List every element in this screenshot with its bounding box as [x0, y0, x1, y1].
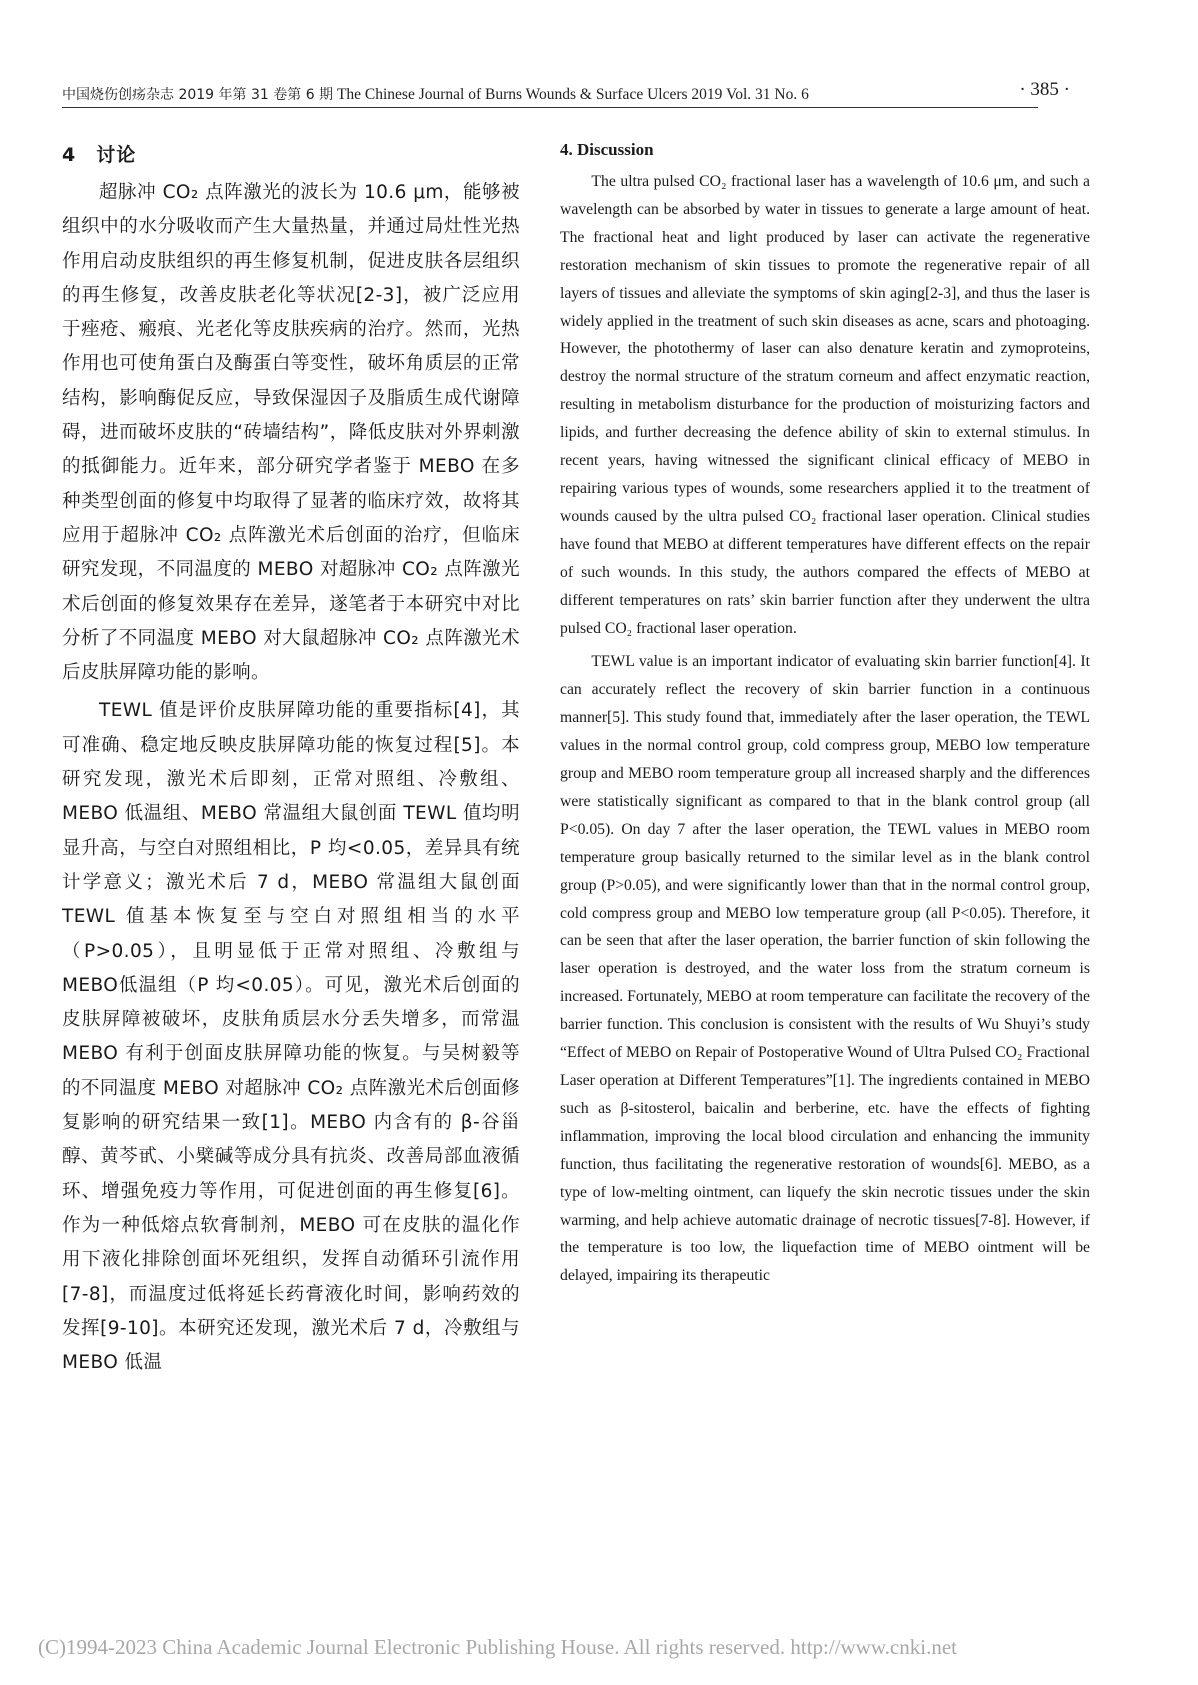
copyright-footer: (C)1994-2023 China Academic Journal Electronic Publishing House. All rights reserved. http://www.cnki.net [38, 1635, 957, 1659]
english-column [560, 140, 1090, 1290]
running-header [62, 84, 1038, 108]
paragraph-en-1: The ultra pulsed CO₂ fractional laser has a wavelength of 10.6 μm, and such a wavelength can be absorbed by water in tissues to generate a large amount of heat. The fractional heat and light produced by laser can activate the regenerative restoration mechanism of skin tissues to promote the regenerative repair of all layers of tissues and alleviate the symptoms of skin aging[2-3], and thus the laser is widely applied in the treatment of such skin diseases as acne, scars and photoaging. However, the photothermy of laser can also denature keratin and zymoproteins, destroy the normal structure of the stratum corneum and affect enzymatic reaction, resulting in metabolism disturbance for the production of moisturizing factors and lipids, and further decreasing the defence ability of skin to external stimulus. In recent years, having witnessed the significant clinical efficacy of MEBO in repairing various types of wounds, some researchers applied it to the treatment of wounds caused by the ultra pulsed CO₂ fractional laser operation. Clinical studies have found that MEBO at different temperatures have different effects on the repair of such wounds. In this study, the authors compared the effects of MEBO at different temperatures on rats’ skin barrier function after they underwent the ultra pulsed CO₂ fractional laser operation. [560, 173, 1090, 637]
journal-title-zh: 中国烧伤创疡杂志 2019 年第 31 卷第 6 期 [62, 87, 334, 103]
paragraph-zh-1: 超脉冲 CO₂ 点阵激光的波长为 10.6 μm，能够被组织中的水分吸收而产生大量热量，并通过局灶性光热作用启动皮肤组织的再生修复机制，促进皮肤各层组织的再生修复，改善皮肤老化等状况[2-3]，被广泛应用于痤疮、瘢痕、光老化等皮肤疾病的治疗。然而，光热作用也可使角蛋白及酶蛋白等变性，破坏角质层的正常结构，影响酶促反应，导致保湿因子及脂质生成代谢障碍，进而破坏皮肤的“砖墙结构”，降低皮肤对外界刺激的抵御能力。近年来，部分研究学者鉴于 MEBO 在多种类型创面的修复中均取得了显著的临床疗效，故将其应用于超脉冲 CO₂ 点阵激光术后创面的治疗，但临床研究发现，不同温度的 MEBO 对超脉冲 CO₂ 点阵激光术后创面的修复效果存在差异，遂笔者于本研究中对比分析了不同温度 MEBO 对大鼠超脉冲 CO₂ 点阵激光术后皮肤屏障功能的影响。 [62, 182, 520, 684]
paragraph-zh-2: TEWL 值是评价皮肤屏障功能的重要指标[4]，其可准确、稳定地反映皮肤屏障功能的恢复过程[5]。本研究发现，激光术后即刻，正常对照组、冷敷组、MEBO 低温组、MEBO 常温组大鼠创面 TEWL 值均明显升高，与空白对照组相比，P 均<0.05，差异具有统计学意义；激光术后 7 d，MEBO 常温组大鼠创面 TEWL 值基本恢复至与空白对照组相当的水平（P>0.05），且明显低于正常对照组、冷敷组与 MEBO低温组（P 均<0.05）。可见，激光术后创面的皮肤屏障被破坏，皮肤角质层水分丢失增多，而常温 MEBO 有利于创面皮肤屏障功能的恢复。与吴树毅等的不同温度 MEBO 对超脉冲 CO₂ 点阵激光术后创面修复影响的研究结果一致[1]。MEBO 内含有的 β-谷甾醇、黄芩甙、小檗碱等成分具有抗炎、改善局部血液循环、增强免疫力等作用，可促进创面的再生修复[6]。作为一种低熔点软膏制剂，MEBO 可在皮肤的温化作用下液化排除创面坏死组织，发挥自动循环引流作用[7-8]，而温度过低将延长药膏液化时间，影响药效的发挥[9-10]。本研究还发现，激光术后 7 d，冷敷组与 MEBO 低温 [62, 700, 520, 1374]
page-number: · 385 · [1019, 79, 1070, 100]
section-title-zh: 4 讨论 [62, 144, 137, 166]
chinese-column [62, 140, 520, 1380]
journal-title-en: The Chinese Journal of Burns Wounds & Surface Ulcers 2019 Vol. 31 No. 6 [336, 86, 809, 103]
paragraph-en-2: TEWL value is an important indicator of evaluating skin barrier function[4]. It can accurately reflect the recovery of skin barrier function in a continuous manner[5]. This study found that, immediately after the laser operation, the TEWL values in the normal control group, cold compress group, MEBO low temperature group and MEBO room temperature group all increased sharply and the differences were statistically significant as compared to that in the blank control group (all P<0.05). On day 7 after the laser operation, the TEWL values in MEBO room temperature group basically returned to the similar level as in the blank control group (P>0.05), and were significantly lower than that in the normal control group, cold compress group and MEBO low temperature group (all P<0.05). Therefore, it can be seen that after the laser operation, the barrier function of skin following the laser operation is destroyed, and the water loss from the stratum corneum is increased. Fortunately, MEBO at room temperature can facilitate the recovery of the barrier function. This conclusion is consistent with the results of Wu Shuyi’s study “Effect of MEBO on Repair of Postoperative Wound of Ultra Pulsed CO₂ Fractional Laser operation at Different Temperatures”[1]. The ingredients contained in MEBO such as β-sitosterol, baicalin and berberine, etc. have the effects of fighting inflammation, improving the local blood circulation and enhancing the immunity function, thus facilitating the regenerative restoration of wounds[6]. MEBO, as a type of low-melting ointment, can liquefy the skin necrotic tissues under the skin warming, and help achieve automatic drainage of necrotic tissues[7-8]. However, if the temperature is too low, the liquefaction time of MEBO ointment will be delayed, impairing its therapeutic [560, 653, 1090, 1285]
section-title-en: 4. Discussion [560, 140, 654, 159]
